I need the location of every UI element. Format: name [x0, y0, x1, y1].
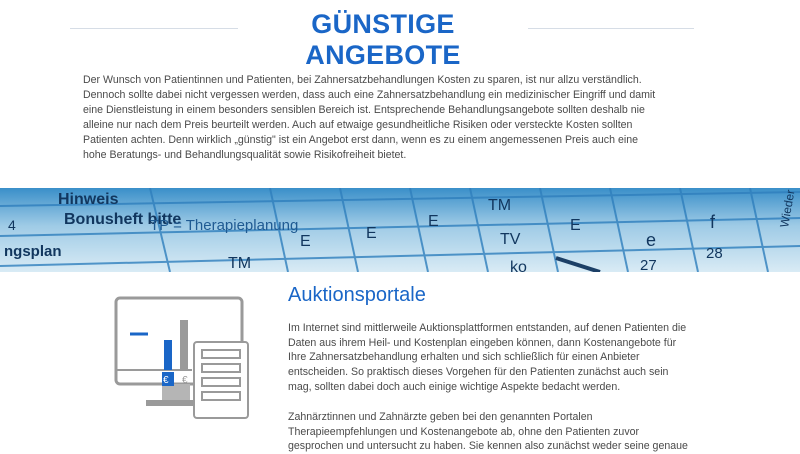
euro-symbol-1: €	[163, 375, 169, 386]
banner-text-wieder: Wieder	[777, 188, 798, 229]
banner-text-e-3: E	[428, 213, 439, 230]
banner-text-bonusheft: Bonusheft bitte	[64, 211, 182, 228]
banner-text-e-4: E	[570, 217, 581, 234]
page-title: GÜNSTIGE ANGEBOTE	[305, 9, 461, 70]
banner-text-27: 27	[640, 257, 657, 272]
title-divider-left	[70, 28, 238, 29]
banner-text-ko: ko	[510, 259, 527, 272]
title-divider-right	[528, 28, 694, 29]
euro-symbol-2: €	[182, 375, 188, 386]
banner-text-28: 28	[706, 245, 723, 262]
section-heading-auktionsportale: Auktionsportale	[288, 284, 426, 306]
banner-text-tv: TV	[500, 231, 521, 248]
banner-text-therapieplanung: TP = Therapieplanung	[150, 217, 299, 234]
monitor-stand	[162, 384, 190, 400]
banner-graphic	[0, 188, 800, 272]
banner-text-e-small: e	[646, 230, 657, 250]
section-paragraph-2: Zahnärztinnen und Zahnärzte geben bei den genannten Portalen Therapieempfehlungen und Kostenangebote ab, ohne den Patienten zuvor gesprochen und untersucht zu haben. Sie kennen also zunächst weder seine genaue	[288, 411, 688, 453]
banner-text-f: f	[710, 212, 716, 232]
banner-text-e-1: E	[300, 233, 311, 250]
banner-text-4: 4	[8, 217, 16, 233]
banner-text-plan: ngsplan	[4, 243, 62, 260]
banner-text-e-2: E	[366, 225, 377, 242]
bar-grey	[180, 320, 188, 370]
banner-text-hinweis: Hinweis	[58, 191, 119, 208]
section-paragraph-1: Im Internet sind mittlerweile Auktionsplattformen entstanden, auf denen Patienten die Daten aus ihrem Heil- und Kostenplan eingeben können, dann Kostenangebote für Ihre Zahnersatzbehandlung erhalten und sich schließlich für einen Anbieter entscheiden. So praktisch dieses Vorgehen für den Patienten zunächst auch sein mag, sollten dabei doch auch einige wichtige Aspekte bedacht werden.	[288, 322, 687, 393]
intro-paragraph: Der Wunsch von Patientinnen und Patienten, bei Zahnersatzbehandlungen Kosten zu sparen, ist nur allzu verständlich. Dennoch sollte dabei nicht vergessen werden, dass auch eine Zahnersatzbehandlung ein medizinischer Eingriff und damit eine Dienstleistung in einem besonders sensiblen Bereich ist. Entsprechende Behandlungsangebote sollten deshalb nie alleine nur nach dem Preis beurteilt werden. Auch auf etwaige gesundheitliche Risiken oder versteckte Kosten sollten Patienten achten. Denn wirklich „günstig" ist ein Angebot erst dann, wenn es zu einem angemessenen Preis auch eine hohe Beratungs- und Behandlungsqualität sowie Risikofreiheit bietet.	[83, 74, 656, 161]
page-header	[0, 0, 800, 70]
bar-blue	[164, 340, 172, 370]
banner-text-tm-1: TM	[228, 255, 252, 272]
banner-text-tm-2: TM	[488, 197, 512, 214]
pen-shape	[556, 258, 600, 272]
treatment-plan-banner-image	[0, 188, 800, 272]
computer-price-list-icon	[112, 292, 262, 427]
